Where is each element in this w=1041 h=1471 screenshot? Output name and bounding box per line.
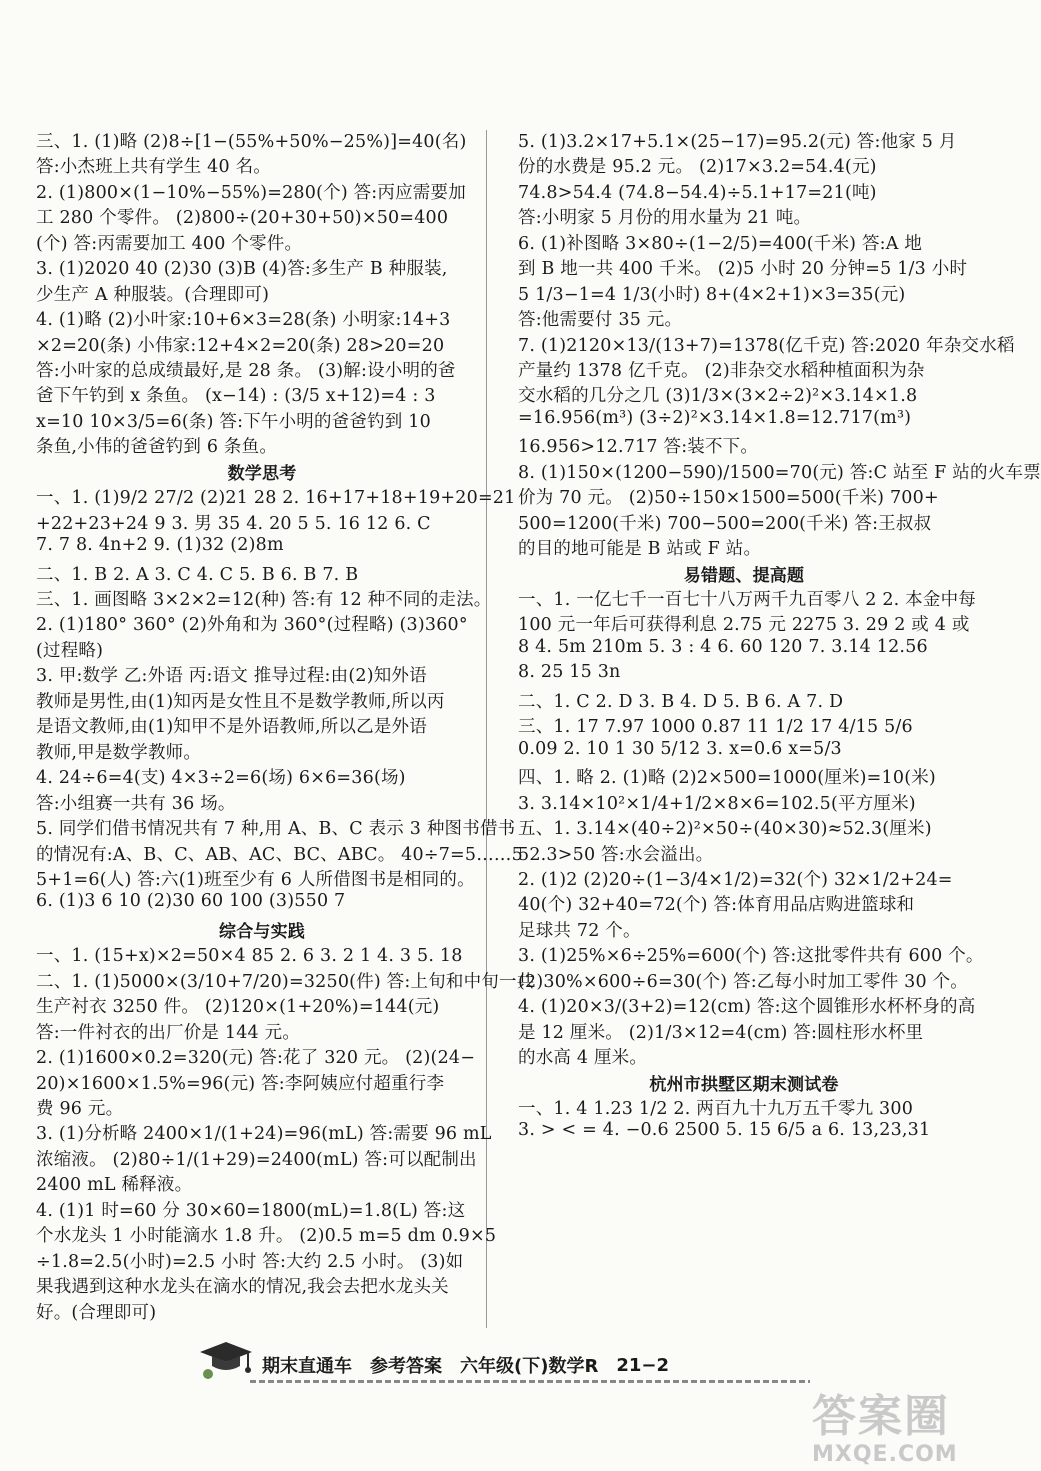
answer-line: 条鱼,小伟的爸爸钓到 6 条鱼。 xyxy=(36,437,278,458)
answer-line: 0.09 2. 10 1 30 5/12 3. x=0.6 x=5/3 xyxy=(518,738,842,759)
answer-line: 5. 同学们借书情况共有 7 种,用 A、B、C 表示 3 种图书借书 xyxy=(36,819,516,840)
answer-line: 二、1. (1)5000×(3/10+7/20)=3250(件) 答:上旬和中旬一共 xyxy=(36,971,535,992)
answer-line: 3. > < = 4. −0.6 2500 5. 15 6/5 a 6. 13,23,31 xyxy=(518,1120,931,1141)
answer-line: 教师是男性,由(1)知丙是女性且不是数学教师,所以丙 xyxy=(36,691,445,712)
answer-line: ÷1.8=2.5(小时)=2.5 小时 答:大约 2.5 小时。 (3)如 xyxy=(36,1251,464,1272)
answer-line: 8. (1)150×(1200−590)/1500=70(元) 答:C 站至 F 站的火车票 xyxy=(518,462,1041,483)
answer-line: 是语文教师,由(1)知甲不是外语教师,所以乙是外语 xyxy=(36,717,427,738)
answer-line: 二、1. C 2. D 3. B 4. D 5. B 6. A 7. D xyxy=(518,691,844,712)
watermark-logo xyxy=(812,1392,992,1466)
answer-line: 3. (1)分析略 2400×1/(1+24)=96(mL) 答:需要 96 mL xyxy=(36,1124,492,1145)
answer-line: 2. (1)800×(1−10%−55%)=280(个) 答:丙应需要加 xyxy=(36,182,466,203)
answer-line: 4. (1)20×3/(3+2)=12(cm) 答:这个圆锥形水杯杯身的高 xyxy=(518,997,976,1018)
answer-line: 4. (1)略 (2)小叶家:10+6×3=28(条) 小明家:14+3 xyxy=(36,310,451,331)
answer-line: x=10 10×3/5=6(条) 答:下午小明的爸爸钓到 10 xyxy=(36,411,431,432)
answer-line: 教师,甲是数学教师。 xyxy=(36,742,202,763)
answer-line: 到 B 地一共 400 千米。 (2)5 小时 20 分钟=5 1/3 小时 xyxy=(518,259,968,280)
answer-line: 3. 甲:数学 乙:外语 丙:语文 推导过程:由(2)知外语 xyxy=(36,666,427,687)
answer-line: 工 280 个零件。 (2)800÷(20+30+50)×50=400 xyxy=(36,208,449,229)
answer-line: 2. (1)1600×0.2=320(元) 答:花了 320 元。 (2)(24− xyxy=(36,1048,476,1069)
answer-line: 五、1. 3.14×(40÷2)²×50÷(40×30)≈52.3(厘米) xyxy=(518,819,932,840)
answer-line: 答:小组赛一共有 36 场。 xyxy=(36,793,236,814)
answer-line: 三、1. 画图略 3×2×2=12(种) 答:有 12 种不同的走法。 xyxy=(36,590,492,611)
footer-grade-subject: 六年级(下)数学R xyxy=(460,1356,599,1377)
answer-line: 5. (1)3.2×17+5.1×(25−17)=95.2(元) 答:他家 5 月 xyxy=(518,132,957,152)
answer-line: 浓缩液。 (2)80÷1/(1+29)=2400(mL) 答:可以配制出 xyxy=(36,1149,477,1170)
answer-line: 7. (1)2120×13/(13+7)=1378(亿千克) 答:2020 年杂交水稻 xyxy=(518,335,1015,356)
section-heading: 综合与实践 xyxy=(219,921,305,942)
answer-line: 40(个) 32+40=72(个) 答:体育用品店购进篮球和 xyxy=(518,895,915,916)
answer-line: 2. (1)180° 360° (2)外角和为 360°(过程略) (3)360° xyxy=(36,615,468,636)
answer-line: ×2=20(条) 小伟家:12+4×2=20(条) 28>20=20 xyxy=(36,335,445,356)
answer-line: 6. (1)补图略 3×80÷(1−2/5)=400(千米) 答:A 地 xyxy=(518,233,923,254)
answer-line: (个) 答:丙需要加工 400 个零件。 xyxy=(36,233,303,254)
answer-line: 一、1. 4 1.23 1/2 2. 两百九十九万五千零九 300 xyxy=(518,1098,914,1119)
answer-line: 生产衬衣 3250 件。 (2)120×(1+20%)=144(元) xyxy=(36,997,440,1018)
footer-bar xyxy=(190,1348,800,1382)
answer-line: 3. (1)2020 40 (2)30 (3)B (4)答:多生产 B 种服装, xyxy=(36,259,448,280)
answer-line: 100 元一年后可获得利息 2.75 元 2275 3. 29 2 或 4 或 xyxy=(518,615,970,636)
answer-line: 8. 25 15 3n xyxy=(518,662,621,683)
answer-line: 好。(合理即可) xyxy=(36,1302,157,1323)
answer-line: 20)×1600×1.5%=96(元) 答:李阿姨应付超重行李 xyxy=(36,1073,445,1094)
answer-line: (过程略) xyxy=(36,640,104,661)
section-heading: 易错题、提高题 xyxy=(683,565,805,586)
answer-line: =16.956(m³) (3÷2)²×3.14×1.8=12.717(m³) xyxy=(518,407,912,428)
answer-line: 的水高 4 厘米。 xyxy=(518,1048,648,1069)
footer-section: 参考答案 xyxy=(370,1356,442,1377)
answer-line: 500=1200(千米) 700−500=200(千米) 答:王叔叔 xyxy=(518,513,932,534)
answer-line: (2)30%×600÷6=30(个) 答:乙每小时加工零件 30 个。 xyxy=(518,971,968,992)
answer-line: 三、1. 17 7.97 1000 0.87 11 1/2 17 4/15 5/6 xyxy=(518,717,913,738)
answer-line: 16.956>12.717 答:装不下。 xyxy=(518,437,759,458)
answer-line: +22+23+24 9 3. 男 35 4. 20 5 5. 16 12 6. C xyxy=(36,513,431,534)
answer-line: 答:一件衬衣的出厂价是 144 元。 xyxy=(36,1022,301,1043)
answer-line: 74.8>54.4 (74.8−54.4)÷5.1+17=21(吨) xyxy=(518,182,877,203)
answer-line: 交水稻的几分之几 (3)1/3×(3×2÷2)²×3.14×1.8 xyxy=(518,386,918,407)
answer-line: 少生产 A 种服装。(合理即可) xyxy=(36,284,270,305)
answer-line: 的目的地可能是 B 站或 F 站。 xyxy=(518,539,762,560)
answer-line: 爸下午钓到 x 条鱼。 (x−14) : (3/5 x+12)=4 : 3 xyxy=(36,386,436,407)
answer-line: 产量约 1378 亿千克。 (2)非杂交水稻种植面积为杂 xyxy=(518,361,925,382)
answer-line: 答:小叶家的总成绩最好,是 28 条。 (3)解:设小明的爸 xyxy=(36,361,456,382)
answer-line: 是 12 厘米。 (2)1/3×12=4(cm) 答:圆柱形水杯里 xyxy=(518,1022,924,1043)
answer-line: 8 4. 5m 210m 5. 3 : 4 6. 60 120 7. 3.14 12.56 xyxy=(518,636,928,657)
answer-line: 6. (1)3 6 10 (2)30 60 100 (3)550 7 xyxy=(36,891,346,912)
answer-line: 3. (1)25%×6÷25%=600(个) 答:这批零件共有 600 个。 xyxy=(518,946,984,967)
answer-line: 4. 24÷6=4(支) 4×3÷2=6(场) 6×6=36(场) xyxy=(36,768,406,789)
answer-line: 一、1. 一亿七千一百七十八万两千九百零八 2 2. 本金中每 xyxy=(518,590,976,611)
answer-line: 三、1. (1)略 (2)8÷[1−(55%+50%−25%)]=40(名) xyxy=(36,132,467,152)
answer-line: 个水龙头 1 小时能滴水 1.8 升。 (2)0.5 m=5 dm 0.9×5 xyxy=(36,1226,497,1247)
answer-line: 52.3>50 答:水会溢出。 xyxy=(518,844,714,865)
watermark-main: 答案圈 xyxy=(812,1391,950,1442)
answer-line: 2. (1)2 (2)20÷(1−3/4×1/2)=32(个) 32×1/2+24= xyxy=(518,869,953,890)
section-heading: 数学思考 xyxy=(227,463,297,484)
section-heading: 杭州市拱墅区期末测试卷 xyxy=(649,1074,839,1095)
answer-line: 一、1. (1)9/2 27/2 (2)21 28 2. 16+17+18+19+20=21 xyxy=(36,488,516,509)
answer-line: 一、1. (15+x)×2=50×4 85 2. 6 3. 2 1 4. 3 5. 18 xyxy=(36,946,463,967)
answer-line: 四、1. 略 2. (1)略 (2)2×500=1000(厘米)=10(米) xyxy=(518,768,936,789)
answer-line: 5 1/3−1=4 1/3(小时) 8+(4×2+1)×3=35(元) xyxy=(518,284,906,305)
answer-line: 7. 7 8. 4n+2 9. (1)32 (2)8m xyxy=(36,535,284,556)
answer-line: 的情况有:A、B、C、AB、AC、BC、ABC。 40÷7=5……5 xyxy=(36,844,523,865)
footer-rule xyxy=(250,1380,810,1383)
watermark-sub: MXQE.COM xyxy=(812,1442,958,1467)
answer-line: 3. 3.14×10²×1/4+1/2×8×6=102.5(平方厘米) xyxy=(518,793,916,814)
answer-line: 答:小杰班上共有学生 40 名。 xyxy=(36,157,271,178)
answer-line: 5+1=6(人) 答:六(1)班至少有 6 人所借图书是相同的。 xyxy=(36,869,475,890)
answer-line: 二、1. B 2. A 3. C 4. C 5. B 6. B 7. B xyxy=(36,564,359,585)
answer-line: 4. (1)1 时=60 分 30×60=1800(mL)=1.8(L) 答:这 xyxy=(36,1200,466,1221)
answer-line: 价为 70 元。 (2)50÷150×1500=500(千米) 700+ xyxy=(518,488,939,509)
answer-line: 足球共 72 个。 xyxy=(518,920,641,941)
answer-line: 答:小明家 5 月份的用水量为 21 吨。 xyxy=(518,208,812,229)
footer-page-number: 21−2 xyxy=(616,1354,669,1376)
answer-line: 2400 mL 稀释液。 xyxy=(36,1175,193,1196)
answer-line: 果我遇到这种水龙头在滴水的情况,我会去把水龙头关 xyxy=(36,1277,449,1298)
answer-line: 份的水费是 95.2 元。 (2)17×3.2=54.4(元) xyxy=(518,157,877,178)
answer-line: 答:他需要付 35 元。 xyxy=(518,310,683,331)
footer-series: 期末直通车 xyxy=(262,1356,352,1377)
answer-line: 费 96 元。 xyxy=(36,1098,124,1119)
